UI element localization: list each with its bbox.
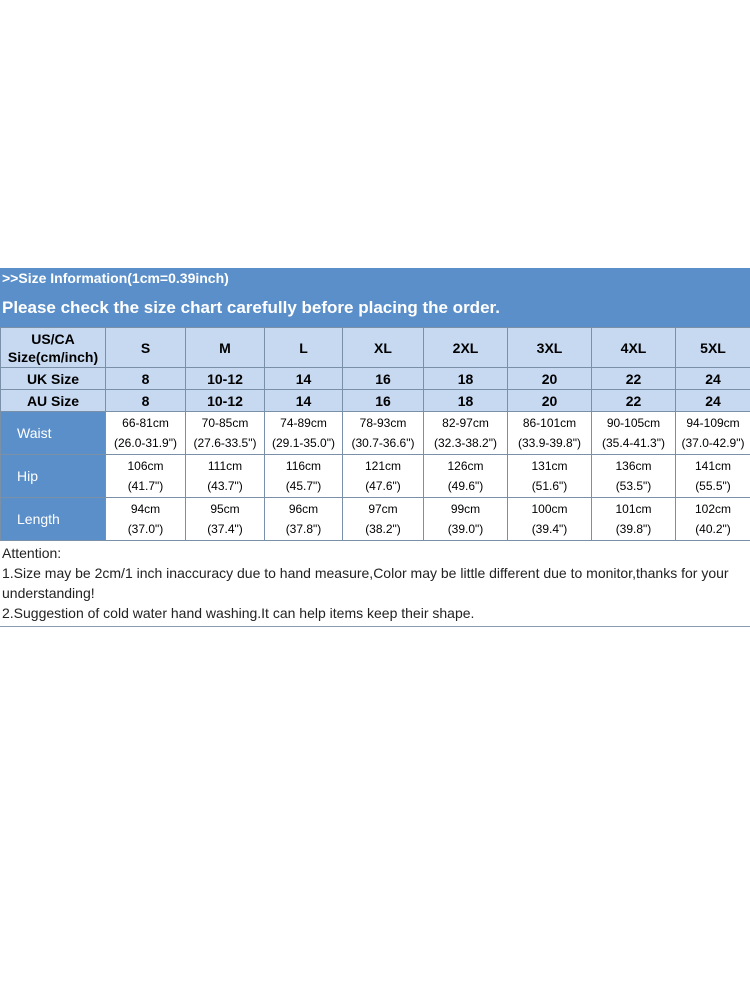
waist-inch: (30.7-36.6")	[351, 436, 415, 450]
waist-cm: 82-97cm	[442, 416, 489, 430]
hip-inch: (55.5")	[695, 479, 731, 493]
us-size-label-line2: Size(cm/inch)	[7, 348, 99, 365]
length-inch: (40.2")	[695, 522, 731, 536]
length-inch: (37.0")	[127, 522, 164, 536]
waist-cell	[265, 412, 343, 455]
length-cell	[186, 498, 265, 541]
au-size-cell: 16	[343, 390, 424, 412]
waist-cell	[676, 412, 750, 455]
length-row	[1, 498, 750, 541]
au-size-cell: 24	[676, 390, 750, 412]
hip-cell	[508, 455, 592, 498]
length-inch: (39.0")	[447, 522, 484, 536]
length-inch: (39.8")	[615, 522, 652, 536]
hip-inch: (49.6")	[447, 479, 484, 493]
hip-inch: (53.5")	[615, 479, 652, 493]
attention-note-2: 2.Suggestion of cold water hand washing.It can help items keep their shape.	[2, 605, 475, 621]
length-cell	[508, 498, 592, 541]
hip-inch: (45.7")	[285, 479, 322, 493]
hip-cell	[676, 455, 750, 498]
waist-inch: (27.6-33.5")	[193, 436, 257, 450]
au-size-label: AU Size	[1, 390, 106, 412]
waist-inch: (32.3-38.2")	[434, 436, 497, 450]
uk-size-cell: 16	[343, 368, 424, 390]
waist-cell	[592, 412, 676, 455]
length-cell	[106, 498, 186, 541]
size-info-title: >>Size Information(1cm=0.39inch)	[0, 268, 750, 289]
length-cell	[265, 498, 343, 541]
size-header-cell: 3XL	[508, 328, 592, 368]
hip-inch: (41.7")	[127, 479, 164, 493]
au-size-cell: 20	[508, 390, 592, 412]
hip-cm: 106cm	[127, 459, 164, 473]
us-size-label-line1: US/CA	[31, 330, 75, 347]
waist-inch: (33.9-39.8")	[518, 436, 581, 450]
au-size-cell: 22	[592, 390, 676, 412]
waist-cm: 78-93cm	[359, 416, 407, 430]
hip-cell	[265, 455, 343, 498]
uk-size-cell: 10-12	[186, 368, 265, 390]
attention-note-1: 1.Size may be 2cm/1 inch inaccuracy due to hand measure,Color may be little different due to monitor,thanks for your understanding!	[2, 565, 729, 601]
waist-cell	[508, 412, 592, 455]
length-label: Length	[1, 498, 106, 541]
length-cm: 102cm	[694, 502, 732, 516]
length-cm: 95cm	[210, 502, 240, 516]
waist-cell	[106, 412, 186, 455]
length-cell	[676, 498, 750, 541]
length-cell	[424, 498, 508, 541]
hip-cm: 131cm	[531, 459, 568, 473]
size-header-cell: 4XL	[592, 328, 676, 368]
us-size-label	[1, 328, 106, 368]
au-size-cell: 10-12	[186, 390, 265, 412]
size-header-cell: XL	[343, 328, 424, 368]
waist-inch: (37.0-42.9")	[681, 436, 745, 450]
waist-cm: 94-109cm	[686, 416, 740, 430]
hip-inch: (47.6")	[365, 479, 401, 493]
hip-cm: 116cm	[285, 459, 322, 473]
waist-cm: 74-89cm	[280, 416, 327, 430]
length-cm: 97cm	[368, 502, 398, 516]
hip-inch: (51.6")	[531, 479, 568, 493]
hip-cell	[106, 455, 186, 498]
waist-row	[1, 412, 750, 455]
length-cell	[592, 498, 676, 541]
uk-size-cell: 22	[592, 368, 676, 390]
size-header-cell: 2XL	[424, 328, 508, 368]
hip-cm: 111cm	[207, 459, 243, 473]
hip-label: Hip	[1, 455, 106, 498]
waist-cell	[343, 412, 424, 455]
size-table	[0, 327, 750, 541]
length-inch: (39.4")	[531, 522, 568, 536]
length-cell	[343, 498, 424, 541]
uk-size-label: UK Size	[1, 368, 106, 390]
hip-cell	[592, 455, 676, 498]
length-inch: (38.2")	[365, 522, 401, 536]
waist-cm: 90-105cm	[606, 416, 661, 430]
waist-inch: (29.1-35.0")	[272, 436, 335, 450]
waist-inch: (35.4-41.3")	[602, 436, 665, 450]
hip-inch: (43.7")	[207, 479, 243, 493]
waist-label: Waist	[1, 412, 106, 455]
hip-cell	[343, 455, 424, 498]
uk-size-cell: 24	[676, 368, 750, 390]
length-cm: 101cm	[615, 502, 652, 516]
waist-cm: 86-101cm	[522, 416, 577, 430]
size-chart	[0, 268, 750, 627]
attention-heading: Attention:	[2, 545, 62, 561]
waist-cell	[186, 412, 265, 455]
waist-cell	[424, 412, 508, 455]
size-header-cell: M	[186, 328, 265, 368]
waist-inch: (26.0-31.9")	[114, 436, 177, 450]
length-cm: 96cm	[288, 502, 319, 516]
size-chart-instruction: Please check the size chart carefully before placing the order.	[0, 289, 750, 327]
hip-row	[1, 455, 750, 498]
uk-size-row	[1, 368, 750, 390]
hip-cell	[186, 455, 265, 498]
length-inch: (37.8")	[285, 522, 322, 536]
length-cm: 100cm	[531, 502, 568, 516]
size-header-cell: L	[265, 328, 343, 368]
hip-cell	[424, 455, 508, 498]
au-size-cell: 14	[265, 390, 343, 412]
au-size-cell: 18	[424, 390, 508, 412]
uk-size-cell: 18	[424, 368, 508, 390]
length-inch: (37.4")	[207, 522, 243, 536]
hip-cm: 141cm	[694, 459, 732, 473]
size-header-cell: S	[106, 328, 186, 368]
length-cm: 94cm	[130, 502, 161, 516]
length-cm: 99cm	[450, 502, 481, 516]
uk-size-cell: 20	[508, 368, 592, 390]
waist-cm: 66-81cm	[122, 416, 169, 430]
size-header-cell: 5XL	[676, 328, 750, 368]
us-size-row	[1, 328, 750, 368]
uk-size-cell: 8	[106, 368, 186, 390]
waist-cm: 70-85cm	[201, 416, 249, 430]
hip-cm: 126cm	[447, 459, 484, 473]
au-size-row	[1, 390, 750, 412]
hip-cm: 136cm	[615, 459, 652, 473]
au-size-cell: 8	[106, 390, 186, 412]
hip-cm: 121cm	[364, 459, 402, 473]
uk-size-cell: 14	[265, 368, 343, 390]
attention-notes	[0, 541, 750, 627]
